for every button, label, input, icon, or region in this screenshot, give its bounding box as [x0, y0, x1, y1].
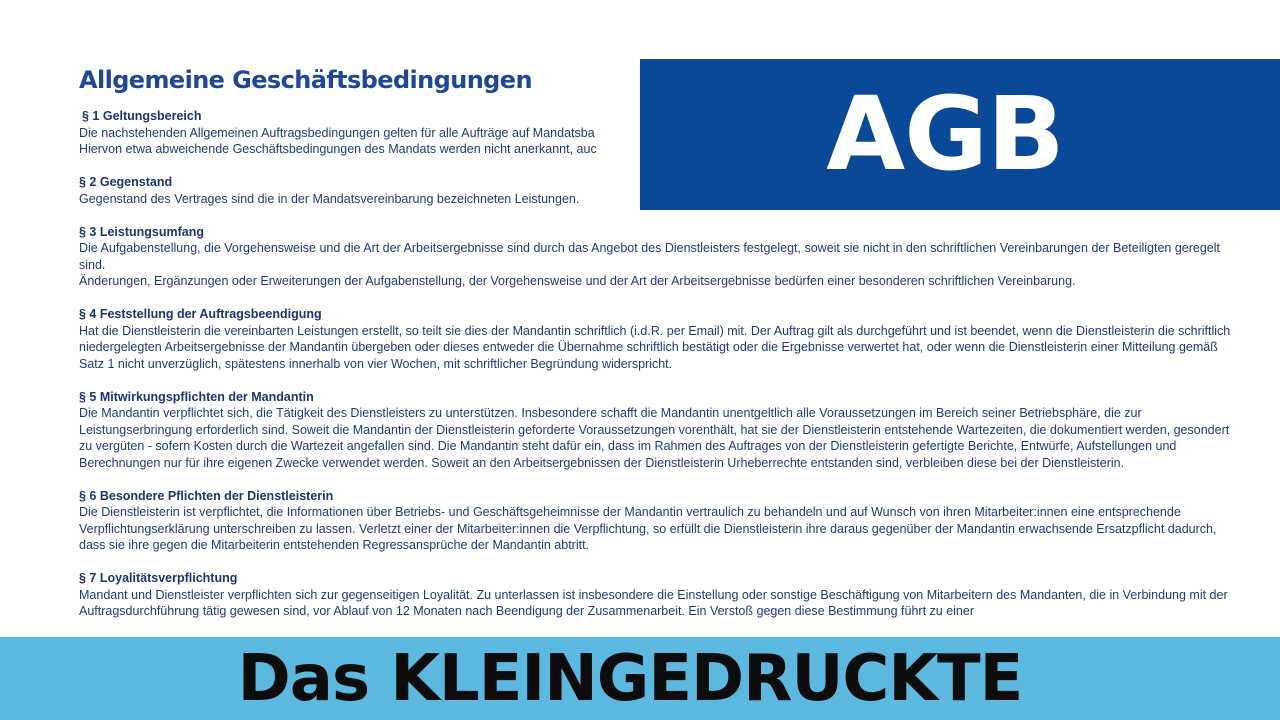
section-6	[79, 488, 1239, 554]
section-paragraph: Die Aufgabenstellung, die Vorgehensweise und die Art der Arbeitsergebnisse sind durch das Angebot des Dienstleisters festgelegt, soweit sie nicht in den schriftlichen Vereinbarungen der Beteiligten geregelt sind.	[79, 241, 1220, 272]
section-3	[79, 224, 1239, 290]
section-heading: § 5 Mitwirkungspflichten der Mandantin	[79, 389, 314, 404]
section-paragraph: Änderungen, Ergänzungen oder Erweiterungen der Aufgabenstellung, der Vorgehensweise und der Art der Arbeitsergebnisse bedürfen einer besonderen schriftlichen Vereinbarung.	[79, 274, 1076, 288]
kleingedruckte-banner: Das KLEINGEDRUCKTE	[0, 637, 1280, 720]
section-heading: § 7 Loyalitätsverpflichtung	[79, 571, 238, 585]
section-heading: § 2 Gegenstand	[79, 175, 173, 189]
section-7	[79, 570, 1239, 620]
section-paragraph: Hiervon etwa abweichende Geschäftsbedingungen des Mandats werden nicht anerkannt, auc	[79, 142, 597, 156]
section-heading: § 6 Besondere Pflichten der Dienstleisterin	[79, 488, 334, 503]
section-heading: § 3 Leistungsumfang	[79, 224, 205, 239]
section-heading: § 1 Geltungsbereich	[82, 109, 202, 123]
section-paragraph: Die Dienstleisterin ist verpflichtet, die Informationen über Betriebs- und Geschäftsgeheimnisse der Mandantin vertraulich zu behandeln und auf Wunsch von ihren Mitarbeiter:innen eine entsprechende Verpflichtungserklärung unterschreiben zu lassen. Verletzt einer der Mitarbeiter:innen die Verpflichtung, so erfüllt die Dienstleisterin ihre daraus gegenüber der Mandantin erwachsende Ersatzpflicht dadurch, dass sie ihre gegen die Mitarbeiterin entstehenden Regressansprüche der Mandantin abtritt.	[79, 505, 1217, 552]
section-4	[79, 306, 1239, 372]
section-paragraph: Die Mandantin verpflichtet sich, die Tätigkeit des Dienstleisters zu unterstützen. Insbesondere schafft die Mandantin unentgeltlich alle Voraussetzungen im Bereich seiner Betriebsphäre, die zur Leistungserbringung erforderlich sind. Soweit die Mandantin der Dienstleisterin geforderte Voraussetzungen vorenthält, hat sie der Dienstleisterin entstehende Wartezeiten, die dokumentiert werden, gesondert zu vergüten - sofern Kosten durch die Wartezeit angefallen sind. Die Mandantin steht dafür ein, dass im Rahmen des Auftrages von der Dienstleisterin gefertigte Berichte, Entwürfe, Aufstellungen und Berechnungen nur für ihre eigenen Zwecke verwendet werden. Soweit an den Arbeitsergebnissen der Dienstleisterin Urheberrechte entstanden sind, verbleiben diese bei der Dienstleisterin.	[79, 406, 1230, 470]
agb-banner: AGB	[640, 59, 1280, 210]
section-paragraph: Hat die Dienstleisterin die vereinbarten Leistungen erstellt, so teilt sie dies der Mandantin schriftlich (i.d.R. per Email) mit. Der Auftrag gilt als durchgeführt und ist beendet, wenn die Dienstleisterin die schriftlich niedergelegten Arbeitsergebnisse der Mandantin übergeben oder dieses entweder die Übernahme schriftlich bestätigt oder die Ergebnisse verwertet hat, oder wenn die Dienstleisterin einer Mitteilung gemäß Satz 1 nicht unverzüglich, spätestens innerhalb von vier Wochen, mit schriftlicher Begründung widerspricht.	[79, 323, 1231, 371]
section-paragraph: Mandant und Dienstleister verpflichten sich zur gegenseitigen Loyalität. Zu unterlassen ist insbesondere die Einstellung oder sonstige Beschäftigung von Mitarbeitern des Mandanten, die in Verbindung mit der Auftragsdurchführung tätig gewesen sind, vor Ablauf von 12 Monaten nach Beendigung der Zusammenarbeit. Ein Verstoß gegen diese Bestimmung führt zu einer	[79, 587, 1228, 618]
section-paragraph: Gegenstand des Vertrages sind die in der Mandatsvereinbarung bezeichneten Leistungen.	[79, 191, 580, 206]
document-title: Allgemeine Geschäftsbedingungen	[79, 66, 532, 94]
section-paragraph: Die nachstehenden Allgemeinen Auftragsbedingungen gelten für alle Aufträge auf Mandatsba	[79, 125, 595, 140]
section-heading: § 4 Feststellung der Auftragsbeendigung	[79, 307, 322, 321]
section-5	[79, 389, 1239, 472]
